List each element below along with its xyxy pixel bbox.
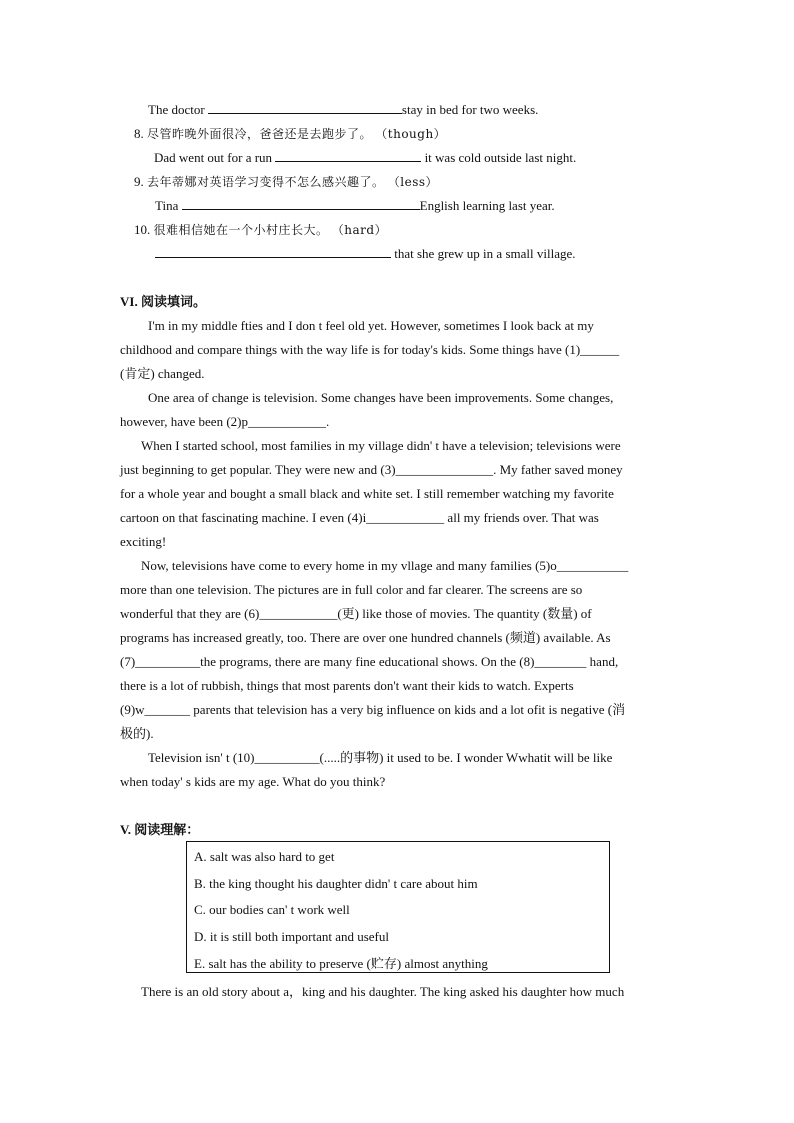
option-a: A. salt was also hard to get (194, 849, 335, 864)
item8-hint: （though） (375, 127, 447, 141)
section6-line-6: When I started school, most families in my village didn' t have a television; televisions were (141, 438, 621, 453)
item9-prompt (134, 173, 438, 191)
item7-answer-line (148, 101, 538, 119)
item9-answer-line (155, 197, 555, 215)
section6-line-14: programs has increased greatly, too. There are over one hundred channels (频道) available. As (120, 630, 611, 645)
section6-line-15: (7)__________the programs, there are many fine educational shows. On the (8)________ hand, (120, 654, 619, 669)
item7-prefix: The doctor (148, 102, 205, 117)
item10-number: 10. (134, 222, 151, 237)
section6-line-10: exciting! (120, 534, 167, 549)
section6-line-5: however, have been (2)p____________. (120, 414, 330, 429)
item8-prefix: Dad went out for a run (154, 150, 273, 165)
item10-blank[interactable] (155, 245, 391, 258)
item9-blank[interactable] (182, 197, 420, 210)
item7-suffix: stay in bed for two weeks. (401, 102, 539, 117)
item9-prefix: Tina (155, 198, 179, 213)
section6-line-9: cartoon on that fascinating machine. I even (4)i____________ all my friends over. That was (120, 510, 599, 525)
option-c: C. our bodies can' t work well (194, 902, 350, 917)
section6-line-3: (肯定) changed. (120, 366, 205, 381)
section6-line-20: when today' s kids are my age. What do you think? (120, 774, 386, 789)
item8-answer-line (154, 149, 576, 167)
item8-prompt (134, 125, 446, 143)
item10-hint: （hard） (331, 223, 388, 237)
section5-title: V. 阅读理解： (120, 822, 200, 837)
section6-line-1: I'm in my middle fties and I don t feel old yet. However, sometimes I look back at my (148, 318, 594, 333)
item10-prompt (134, 221, 387, 239)
passage-first-line: There is an old story about a，king and his daughter. The king asked his daughter how much (141, 984, 625, 999)
section6-line-19: Television isn' t (10)__________(.....的事物) it used to be. I wonder Wwhatit will be like (148, 750, 613, 765)
item10-answer-line (155, 245, 575, 263)
section6-line-8: for a whole year and bought a small black and white set. I still remember watching my favorite (120, 486, 614, 501)
section6-line-18: 极的). (120, 726, 154, 741)
option-d: D. it is still both important and useful (194, 929, 389, 944)
section6-line-13: wonderful that they are (6)____________(更) like those of movies. The quantity (数量) of (120, 606, 592, 621)
item7-blank[interactable] (208, 101, 402, 114)
item10-suffix: that she grew up in a small village. (394, 246, 576, 261)
item9-suffix: English learning last year. (419, 198, 555, 213)
item9-hint: （less） (387, 175, 439, 189)
section6-line-17: (9)w_______ parents that television has a very big influence on kids and a lot ofit is negative (消 (120, 702, 626, 717)
section6-line-7: just beginning to get popular. They were new and (3)_______________. My father saved money (120, 462, 623, 477)
item8-blank[interactable] (275, 149, 421, 162)
option-b: B. the king thought his daughter didn' t care about him (194, 876, 478, 891)
section6-title: VI. 阅读填词。 (120, 294, 206, 309)
item9-chinese: 去年蒂娜对英语学习变得不怎么感兴趣了。 (147, 175, 385, 189)
section6-line-11: Now, televisions have come to every home in my vllage and many families (5)o___________ (141, 558, 629, 573)
section6-line-16: there is a lot of rubbish, things that most parents don't want their kids to watch. Experts (120, 678, 574, 693)
section6-line-4: One area of change is television. Some changes have been improvements. Some changes, (148, 390, 614, 405)
item8-number: 8. (134, 126, 144, 141)
item10-chinese: 很难相信她在一个小村庄长大。 (153, 223, 329, 237)
options-box (186, 841, 610, 973)
option-e: E. salt has the ability to preserve (贮存) almost anything (194, 956, 488, 971)
item9-number: 9. (134, 174, 144, 189)
item8-suffix: it was cold outside last night. (424, 150, 577, 165)
section6-line-12: more than one television. The pictures are in full color and far clearer. The screens are so (120, 582, 583, 597)
section6-line-2: childhood and compare things with the way life is for today's kids. Some things have (1)______ (120, 342, 620, 357)
item8-chinese: 尽管昨晚外面很冷，爸爸还是去跑步了。 (147, 127, 373, 141)
